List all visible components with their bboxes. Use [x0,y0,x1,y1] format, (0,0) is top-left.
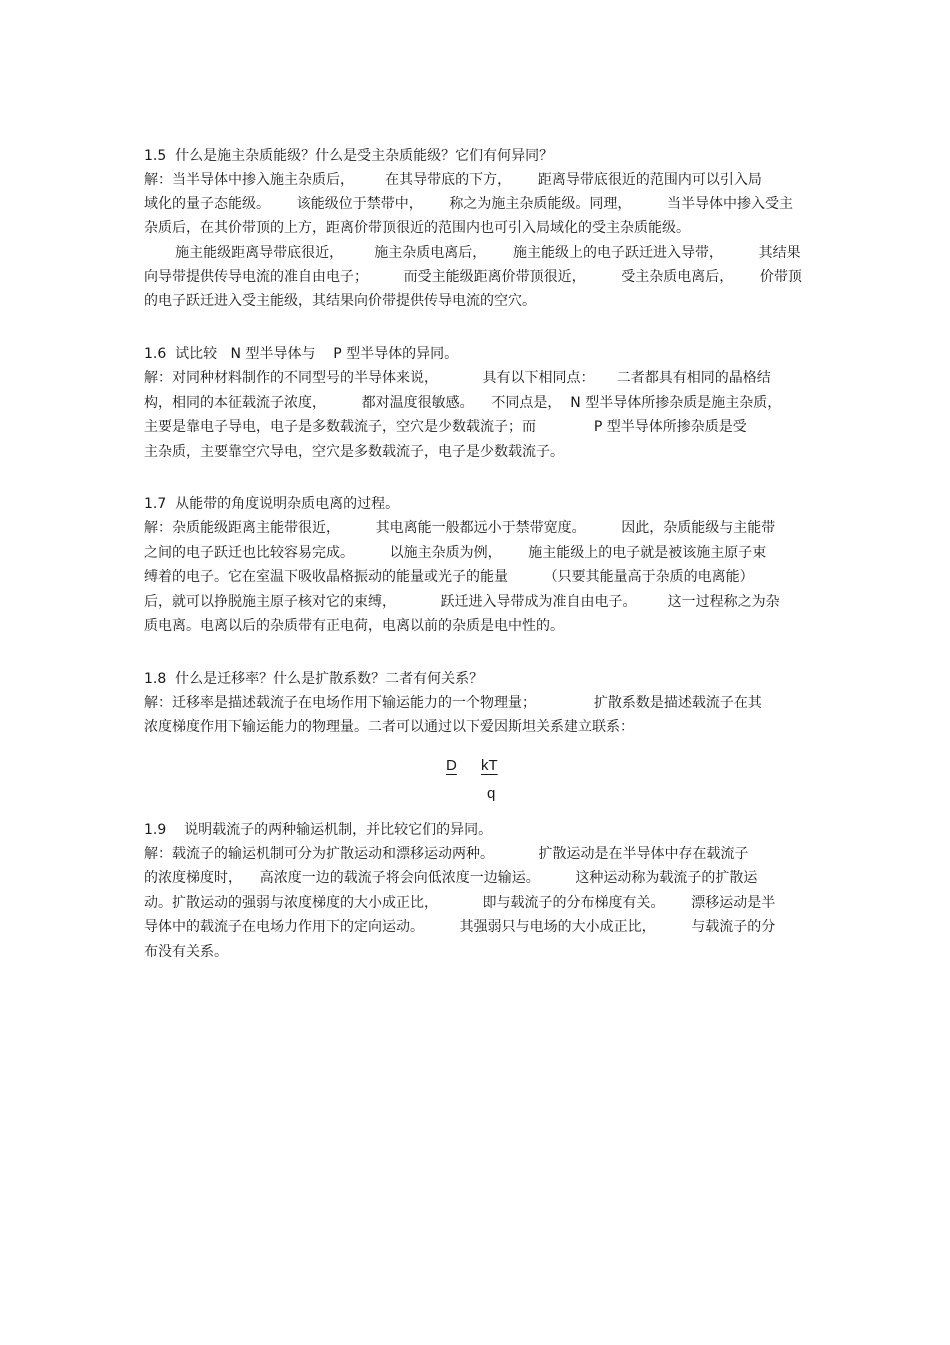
answer-line: 缚着的电子。它在室温下吸收晶格振动的能量或光子的能量 （只要其能量高于杂质的电离能） [144,569,754,585]
question-heading: 1.6 试比较 N 型半导体与 P 型半导体的异同。 [144,346,459,362]
answer-line: 解：迁移率是描述载流子在电场作用下输运能力的一个物理量； 扩散系数是描述载流子在其 [144,695,762,711]
answer-line: 解：杂质能级距离主能带很近， 其电离能一般都远小于禁带宽度。 因此，杂质能级与主能带 [144,520,776,536]
answer-line: 主要是靠电子导电，电子是多数载流子，空穴是少数载流子；而 P 型半导体所掺杂质是受 [144,419,747,435]
answer-line: 导体中的载流子在电场力作用下的定向运动。 其强弱只与电场的大小成正比， 与载流子的分 [144,919,776,935]
answer-line: 施主能级距离导带底很近， 施主杂质电离后， 施主能级上的电子跃迁进入导带， 其结果 [144,245,801,261]
answer-line: 质电离。电离以后的杂质带有正电荷，电离以前的杂质是电中性的。 [144,618,564,634]
question-heading: 1.9 说明载流子的两种输运机制，并比较它们的异同。 [144,822,493,838]
answer-line: 的电子跃迁进入受主能级，其结果向价带提供传导电流的空穴。 [144,293,536,309]
question-heading: 1.8 什么是迁移率？什么是扩散系数？二者有何关系？ [144,671,484,687]
answer-line: 构，相同的本征载流子浓度， 都对温度很敏感。 不同点是， N 型半导体所掺杂质是施主杂质， [144,395,782,411]
equation-lhs: D [446,757,457,774]
answer-line: 解：对同种材料制作的不同型号的半导体来说， 具有以下相同点： 二者都具有相同的晶格结 [144,370,771,386]
answer-line: 主杂质，主要靠空穴导电，空穴是多数载流子，电子是少数载流子。 [144,444,564,460]
answer-line: 解：当半导体中掺入施主杂质后， 在其导带底的下方， 距离导带底很近的范围内可以引入局 [144,172,762,188]
equation-denominator: q [487,785,496,802]
answer-line: 域化的量子态能级。 该能级位于禁带中， 称之为施主杂质能级。同理， 当半导体中掺入受主 [144,196,794,212]
answer-line: 的浓度梯度时， 高浓度一边的载流子将会向低浓度一边输运。 这种运动称为载流子的扩散运 [144,870,758,886]
question-heading: 1.5 什么是施主杂质能级？什么是受主杂质能级？它们有何异同？ [144,148,554,164]
answer-line: 动。扩散运动的强弱与浓度梯度的大小成正比， 即与载流子的分布梯度有关。 漂移运动是半 [144,895,776,911]
answer-line: 杂质后，在其价带顶的上方，距离价带顶很近的范围内也可引入局域化的受主杂质能级。 [144,220,690,236]
question-heading: 1.7 从能带的角度说明杂质电离的过程。 [144,496,400,512]
answer-line: 解：载流子的输运机制可分为扩散运动和漂移运动两种。 扩散运动是在半导体中存在载流子 [144,846,749,862]
answer-line: 之间的电子跃迁也比较容易完成。 以施主杂质为例， 施主能级上的电子就是被该施主原子束 [144,545,767,561]
answer-line: 向导带提供传导电流的准自由电子； 而受主能级距离价带顶很近， 受主杂质电离后， 价带顶 [144,269,802,285]
answer-line: 后，就可以挣脱施主原子核对它的束缚， 跃迁进入导带成为准自由电子。 这一过程称之为杂 [144,594,780,610]
answer-line: 布没有关系。 [144,944,228,960]
answer-line: 浓度梯度作用下输运能力的物理量。二者可以通过以下爱因斯坦关系建立联系： [144,719,634,735]
equation-numerator: kT [481,757,498,774]
